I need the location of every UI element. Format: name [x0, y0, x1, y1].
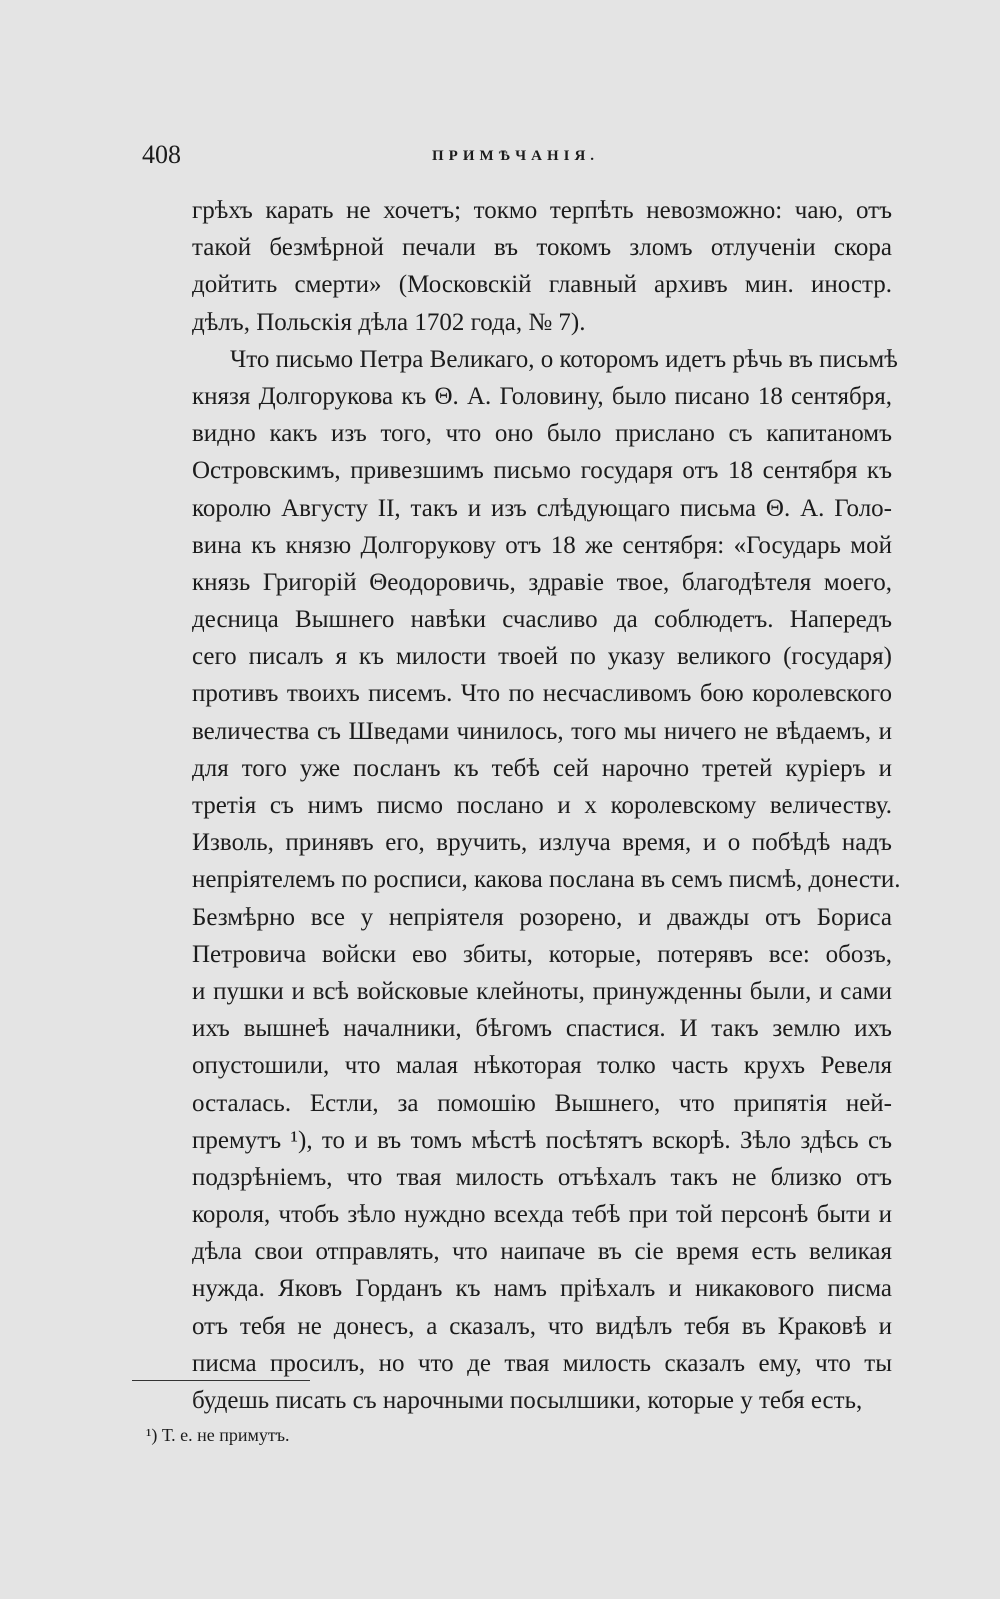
page-number: 408	[142, 140, 181, 169]
text-line: сего писалъ я къ милости твоей по указу великого (государя)	[192, 643, 892, 671]
text-line: дѣла свои отправлять, что наипаче въ сіе время есть великая	[192, 1238, 892, 1266]
text-line: князь Григорій Θеодоровичь, здравіе твое, благодѣтеля моего,	[192, 568, 892, 596]
text-line: князя Долгорукова къ Θ. А. Головину, было писано 18 сентября,	[192, 382, 892, 410]
text-line: осталась. Естли, за помошію Вышнего, что припятія ней-	[192, 1089, 892, 1117]
footnote: ¹) Т. е. не примутъ.	[146, 1425, 290, 1445]
text-line: писма просилъ, но что де твая милость сказалъ ему, что ты	[192, 1349, 892, 1377]
text-line: десница Вышнего навѣки счасливо да соблюдетъ. Напередъ	[192, 606, 892, 634]
text-line: королю Августу II, такъ и изъ слѣдующаго письма Θ. А. Голо-	[192, 494, 892, 522]
text-line: премутъ ¹), то и въ томъ мѣстѣ посѣтятъ вскорѣ. Зѣло здѣсь съ	[192, 1126, 892, 1154]
text-line: опустошили, что малая нѣкоторая толко часть крухъ Ревеля	[192, 1052, 892, 1080]
text-line: для того уже посланъ къ тебѣ сей нарочно третей куріеръ и	[192, 754, 892, 782]
text-line: непріятелемъ по росписи, какова послана въ семъ писмѣ, донести.	[192, 866, 901, 894]
page-header	[132, 140, 892, 170]
text-line: дѣлъ, Польскія дѣла 1702 года, № 7).	[192, 308, 586, 336]
text-line: будешь писать съ нарочными посылшики, которые у тебя есть,	[192, 1387, 863, 1414]
text-line: нужда. Яковъ Горданъ къ намъ пріѣхалъ и никакового писма	[192, 1275, 892, 1303]
running-title: ПРИМѢЧАНІЯ.	[432, 148, 600, 164]
text-line: короля, чтобъ зѣло нуждно всехда тебѣ при той персонѣ быти и	[192, 1201, 892, 1229]
text-line: дойтить смерти» (Московскій главный архивъ мин. иностр.	[192, 271, 892, 299]
text-line: и пушки и всѣ войсковые клейноты, принужденны были, и сами	[192, 977, 892, 1005]
footnote-divider	[132, 1380, 310, 1381]
text-line: вина къ князю Долгорукову отъ 18 же сентября: «Государь мой	[192, 531, 892, 559]
text-line: отъ тебя не донесъ, а сказалъ, что видѣлъ тебя въ Краковѣ и	[192, 1312, 892, 1340]
text-line: Островскимъ, привезшимъ письмо государя отъ 18 сентября къ	[192, 457, 892, 485]
text-line: Что письмо Петра Великаго, о которомъ идетъ рѣчь въ письмѣ	[230, 345, 898, 373]
text-line: Изволь, принявъ его, вручить, излуча время, и о побѣдѣ надъ	[192, 829, 892, 857]
text-line: величества съ Шведами чинилось, того мы ничего не вѣдаемъ, и	[192, 717, 892, 745]
text-line: третія съ нимъ писмо послано и х королевскому величеству.	[192, 792, 892, 819]
text-line: противъ твоихъ писемъ. Что по несчасливомъ бою королевского	[192, 680, 892, 708]
text-line: подзрѣніемъ, что твая милость отъѣхалъ такъ не близко отъ	[192, 1163, 892, 1191]
body-text	[192, 192, 901, 1419]
text-line: ихъ вышнеѣ началники, бѣгомъ спастися. И такъ землю ихъ	[192, 1015, 892, 1043]
text-line: Петровича войски ево збиты, которые, потерявъ все: обозъ,	[192, 940, 892, 968]
text-line: видно какъ изъ того, что оно было прислано съ капитаномъ	[192, 420, 892, 448]
text-line: Безмѣрно все у непріятеля розорено, и дважды отъ Бориса	[192, 903, 892, 931]
text-line: такой безмѣрной печали въ токомъ зломъ отлученіи скора	[192, 234, 892, 262]
text-line: грѣхъ карать не хочетъ; токмо терпѣть невозможно: чаю, отъ	[192, 197, 892, 224]
